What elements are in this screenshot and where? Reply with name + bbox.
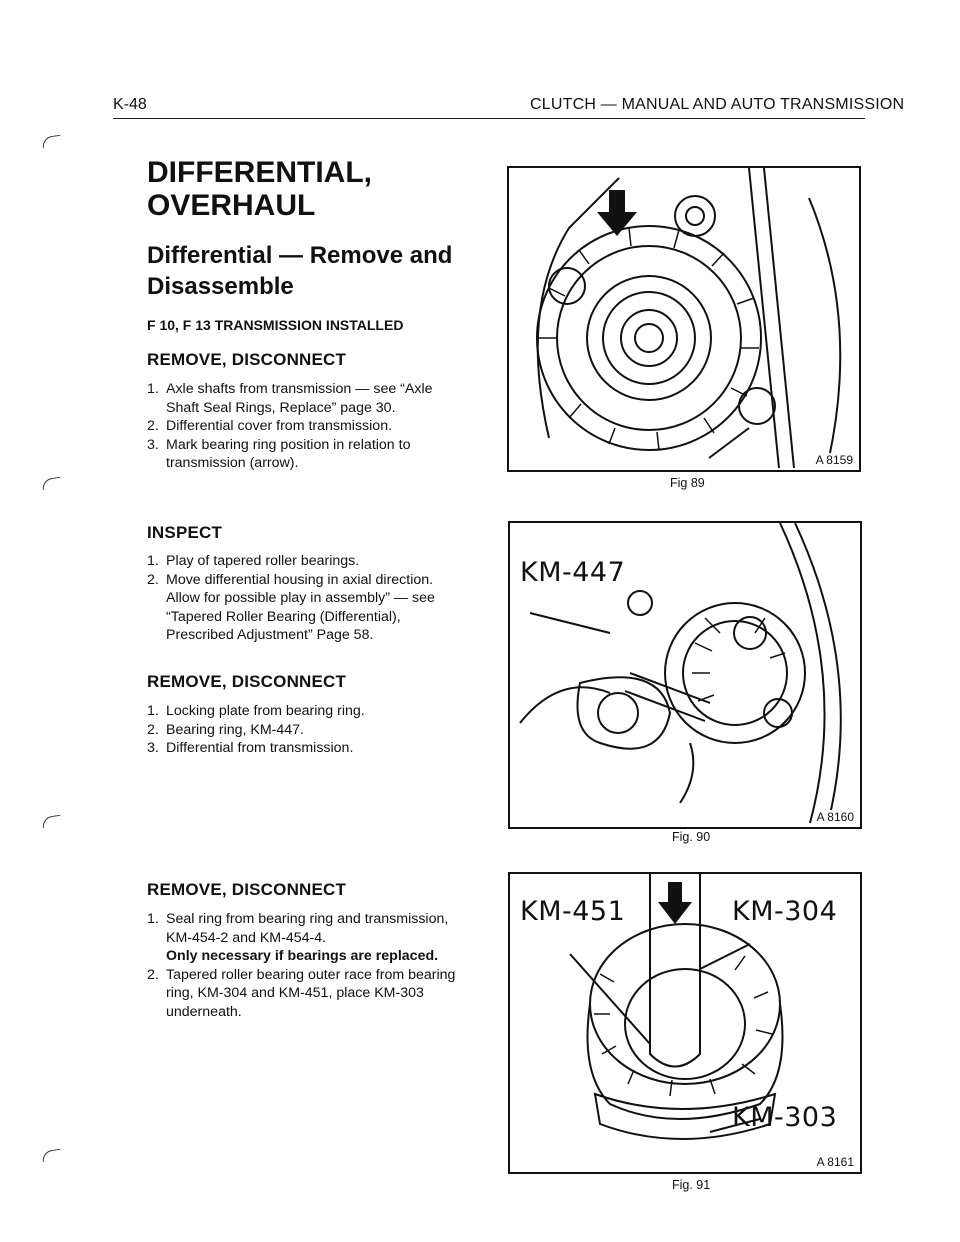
figure-caption: Fig. 90: [672, 830, 711, 844]
section-heading-remove-2: REMOVE, DISCONNECT: [147, 672, 347, 691]
section-heading-remove-3: REMOVE, DISCONNECT: [147, 880, 347, 899]
bearing-note: Only necessary if bearings are replaced.: [166, 948, 439, 964]
step-list-remove-1: [147, 380, 467, 473]
figure-89: [507, 166, 861, 472]
margin-mark: [41, 135, 61, 149]
arrow-down-icon: [658, 882, 692, 924]
step-item: 1. Locking plate from bearing ring.: [147, 703, 365, 719]
header-rule: [113, 118, 865, 119]
step-item: 1. Seal ring from bearing ring and transmission, KM-454-2 and KM-454-4. Only necessary if bearings are replaced.: [147, 910, 467, 966]
tool-label-km-447: KM-447: [520, 557, 626, 588]
step-item: 2. Move differential housing in axial direction. Allow for possible play in assembly” — see “Tapered Roller Bearing (Differential), Prescribed Adjustment” Page 58.: [147, 571, 435, 643]
step-list-remove-3: [147, 910, 467, 1021]
tool-label-km-304: KM-304: [732, 896, 838, 927]
section-heading-inspect: INSPECT: [147, 523, 223, 542]
tool-label-km-451: KM-451: [520, 896, 626, 927]
figure-91: [508, 872, 862, 1174]
step-list-remove-2: [147, 702, 467, 758]
page-number: K-48: [113, 96, 147, 113]
step-item: 1. Play of tapered roller bearings.: [147, 553, 360, 569]
step-item: 3. Mark bearing ring position in relation to transmission (arrow).: [147, 436, 411, 471]
figure-caption: Fig. 91: [672, 1178, 711, 1192]
step-item: 1. Axle shafts from transmission — see “Axle Shaft Seal Rings, Replace” page 30.: [147, 381, 433, 416]
page-title: DIFFERENTIAL, OVERHAUL: [147, 156, 372, 222]
figure-reference: A 8159: [815, 453, 853, 467]
step-item: 3. Differential from transmission.: [147, 740, 354, 756]
procedure-title: Differential — Remove and Disassemble: [147, 242, 453, 300]
section-heading-remove-1: REMOVE, DISCONNECT: [147, 350, 347, 369]
gear-teeth: [539, 228, 759, 450]
margin-mark: [41, 1149, 61, 1163]
differential-bearing-illustration: [509, 168, 859, 470]
step-list-inspect: [147, 552, 467, 645]
figure-caption: Fig 89: [670, 476, 705, 490]
margin-mark: [41, 477, 61, 491]
installed-note: F 10, F 13 TRANSMISSION INSTALLED: [147, 317, 404, 333]
figure-90: [508, 521, 862, 829]
section-header: CLUTCH — MANUAL AND AUTO TRANSMISSION: [530, 96, 905, 113]
step-item: 2. Tapered roller bearing outer race from bearing ring, KM-304 and KM-451, place KM-303 underneath.: [147, 966, 456, 1020]
figure-reference: A 8161: [816, 1155, 854, 1169]
step-item: 2. Bearing ring, KM-447.: [147, 721, 305, 738]
step-item: 2. Differential cover from transmission.: [147, 418, 393, 434]
figure-reference: A 8160: [816, 810, 854, 824]
arrow-down-icon: [597, 190, 637, 236]
tool-label-km-303: KM-303: [732, 1102, 838, 1133]
margin-mark: [41, 815, 61, 829]
